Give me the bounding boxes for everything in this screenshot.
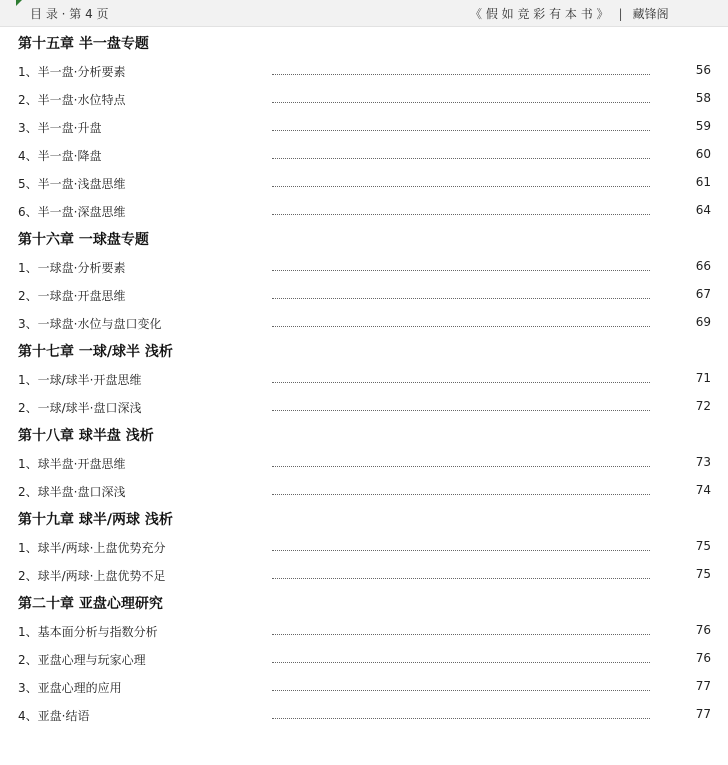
dot-leader [272, 410, 650, 411]
page-number: 77 [695, 679, 711, 693]
toc-entry[interactable] [0, 140, 728, 168]
page-number: 64 [695, 203, 711, 217]
toc-entry[interactable] [0, 700, 728, 728]
page-number: 77 [695, 707, 711, 721]
chapter-heading [0, 420, 728, 448]
dot-leader [272, 550, 650, 551]
chapter-title: 第十九章 球半/两球 浅析 [18, 512, 173, 528]
entry-label: 3、半一盘·升盘 [18, 121, 102, 135]
toc-entry[interactable] [0, 308, 728, 336]
page-number: 66 [695, 259, 711, 273]
entry-label: 5、半一盘·浅盘思维 [18, 177, 126, 191]
page-number: 71 [695, 371, 711, 385]
dot-leader [272, 326, 650, 327]
corner-marker-icon [16, 0, 22, 6]
toc-entry[interactable] [0, 476, 728, 504]
dot-leader [272, 690, 650, 691]
dot-leader [272, 718, 650, 719]
page-header [0, 0, 728, 27]
toc-entry[interactable] [0, 644, 728, 672]
dot-leader [272, 298, 650, 299]
entry-label: 2、球半/两球·上盘优势不足 [18, 569, 166, 583]
header-book-info [470, 5, 669, 22]
chapter-heading [0, 224, 728, 252]
entry-label: 2、亚盘心理与玩家心理 [18, 653, 146, 667]
toc-entry[interactable] [0, 616, 728, 644]
entry-label: 4、半一盘·降盘 [18, 149, 102, 163]
entry-label: 2、一球盘·开盘思维 [18, 289, 126, 303]
page-number: 76 [695, 651, 711, 665]
toc-page-indicator: 目 录 · 第 4 页 [30, 7, 109, 21]
entry-label: 2、半一盘·水位特点 [18, 93, 126, 107]
dot-leader [272, 662, 650, 663]
entry-label: 3、一球盘·水位与盘口变化 [18, 317, 162, 331]
entry-label: 3、亚盘心理的应用 [18, 681, 122, 695]
entry-label: 1、球半/两球·上盘优势充分 [18, 541, 166, 555]
toc-entry[interactable] [0, 252, 728, 280]
book-title: 《 假 如 竞 彩 有 本 书 》 [470, 7, 609, 21]
chapter-title: 第十七章 一球/球半 浅析 [18, 344, 173, 360]
entry-label: 1、球半盘·开盘思维 [18, 457, 126, 471]
dot-leader [272, 466, 650, 467]
page-number: 75 [695, 539, 711, 553]
page-number: 67 [695, 287, 711, 301]
page-number: 69 [695, 315, 711, 329]
dot-leader [272, 634, 650, 635]
chapter-heading [0, 588, 728, 616]
page-number: 74 [695, 483, 711, 497]
chapter-title: 第二十章 亚盘心理研究 [18, 596, 163, 612]
toc-entry[interactable] [0, 196, 728, 224]
page-number: 61 [695, 175, 711, 189]
toc-entry[interactable] [0, 672, 728, 700]
entry-label: 1、半一盘·分析要素 [18, 65, 126, 79]
header-separator: | [618, 7, 623, 21]
toc-entry[interactable] [0, 84, 728, 112]
toc-entry[interactable] [0, 532, 728, 560]
dot-leader [272, 158, 650, 159]
toc-entry[interactable] [0, 560, 728, 588]
dot-leader [272, 214, 650, 215]
toc-entry[interactable] [0, 168, 728, 196]
page-number: 59 [695, 119, 711, 133]
page-number: 60 [695, 147, 711, 161]
entry-label: 6、半一盘·深盘思维 [18, 205, 126, 219]
dot-leader [272, 130, 650, 131]
chapter-title: 第十八章 球半盘 浅析 [18, 428, 154, 444]
page-number: 75 [695, 567, 711, 581]
page-number: 73 [695, 455, 711, 469]
entry-label: 2、球半盘·盘口深浅 [18, 485, 126, 499]
entry-label: 4、亚盘·结语 [18, 709, 90, 723]
entry-label: 1、一球盘·分析要素 [18, 261, 126, 275]
site-name: 藏锋阁 [632, 7, 669, 21]
chapter-heading [0, 336, 728, 364]
chapter-title: 第十六章 一球盘专题 [18, 232, 149, 248]
page-number: 56 [695, 63, 711, 77]
page-number: 76 [695, 623, 711, 637]
toc-entry[interactable] [0, 280, 728, 308]
dot-leader [272, 74, 650, 75]
toc-entry[interactable] [0, 112, 728, 140]
entry-label: 1、一球/球半·开盘思维 [18, 373, 142, 387]
entry-label: 1、基本面分析与指数分析 [18, 625, 158, 639]
dot-leader [272, 102, 650, 103]
chapter-heading [0, 28, 728, 56]
page-number: 58 [695, 91, 711, 105]
page-number: 72 [695, 399, 711, 413]
dot-leader [272, 382, 650, 383]
table-of-contents [0, 28, 728, 728]
chapter-title: 第十五章 半一盘专题 [18, 36, 149, 52]
dot-leader [272, 578, 650, 579]
toc-entry[interactable] [0, 448, 728, 476]
dot-leader [272, 270, 650, 271]
toc-entry[interactable] [0, 56, 728, 84]
dot-leader [272, 186, 650, 187]
entry-label: 2、一球/球半·盘口深浅 [18, 401, 142, 415]
toc-entry[interactable] [0, 392, 728, 420]
toc-entry[interactable] [0, 364, 728, 392]
chapter-heading [0, 504, 728, 532]
dot-leader [272, 494, 650, 495]
